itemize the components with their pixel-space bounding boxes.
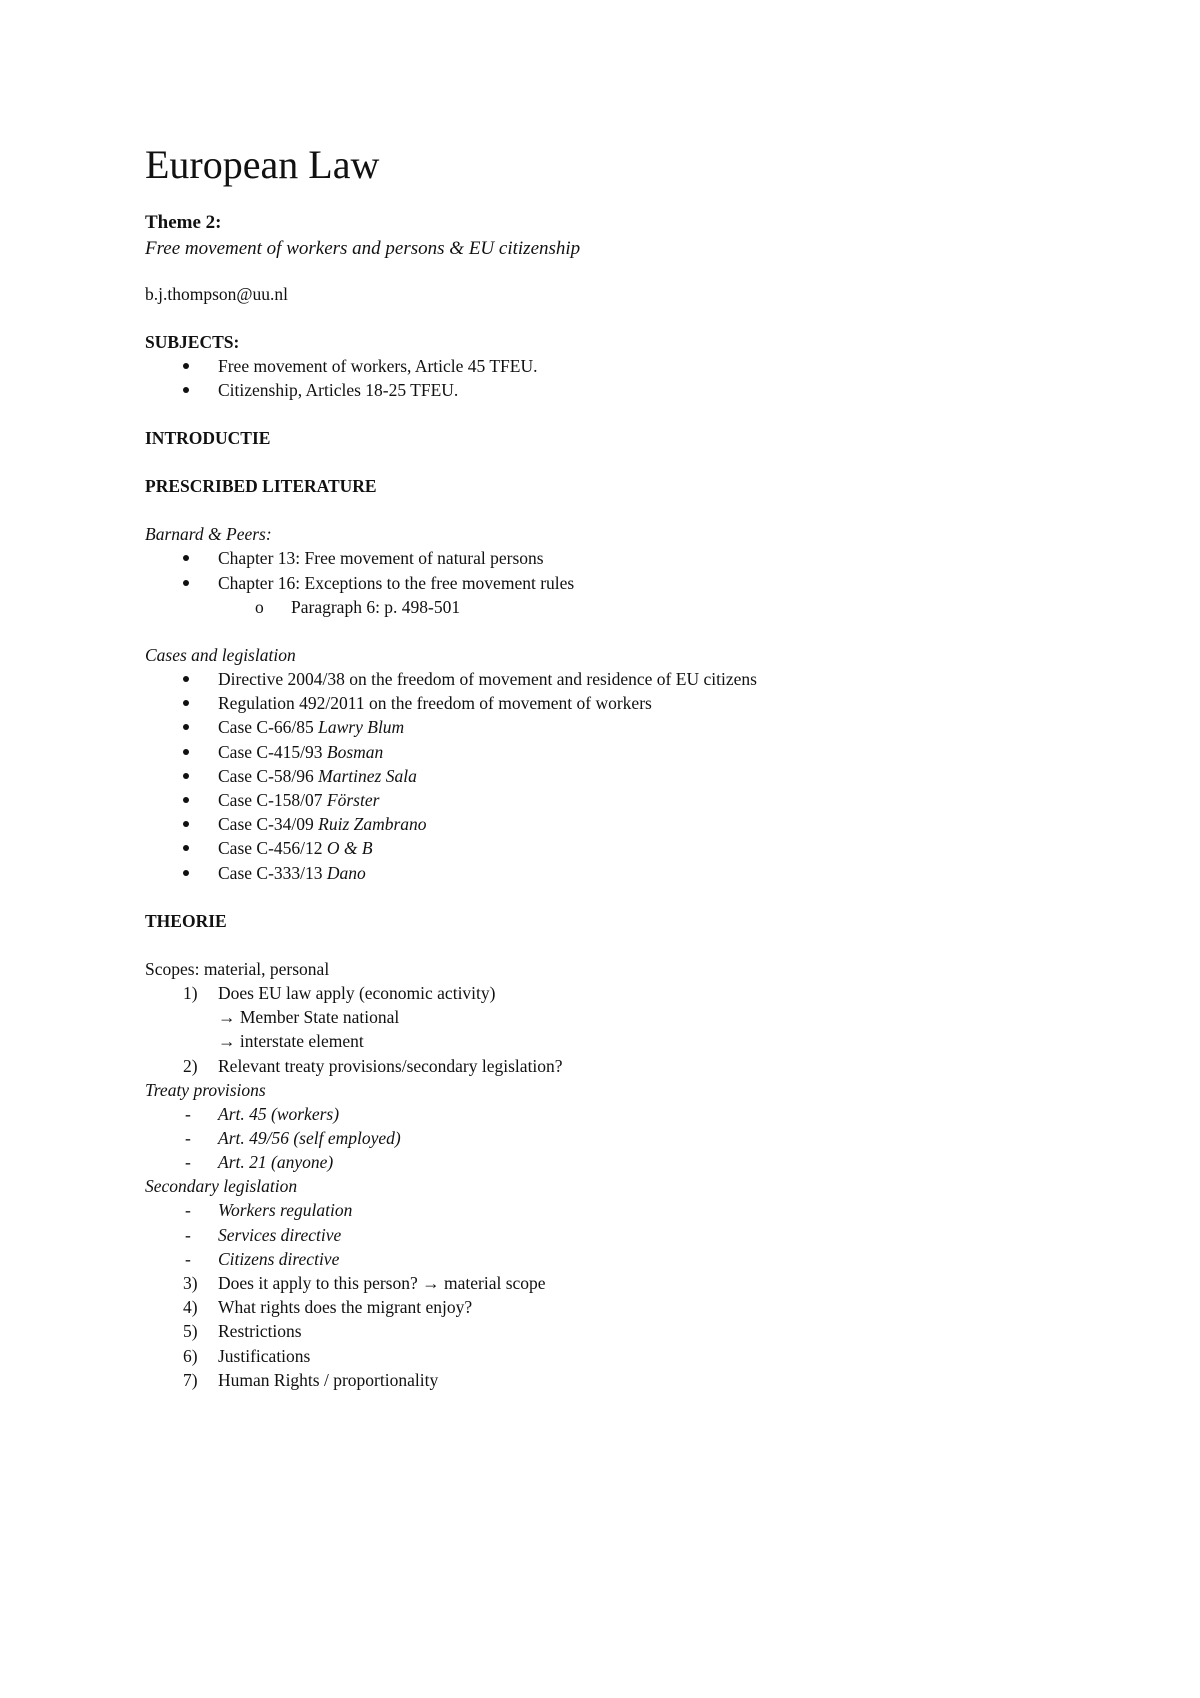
list-item xyxy=(145,764,1105,788)
cases-label: Cases and legislation xyxy=(145,645,296,666)
list-item: Free movement of workers, Article 45 TFEU. xyxy=(145,354,1105,378)
case-name: Dano xyxy=(326,862,366,883)
list-item: Chapter 13: Free movement of natural persons xyxy=(145,546,1105,570)
case-text: Case C-456/12 xyxy=(218,838,327,859)
case-text: Regulation 492/2011 on the freedom of movement of workers xyxy=(218,693,652,714)
list-item xyxy=(145,1295,1105,1319)
literature-heading: PRESCRIBED LITERATURE xyxy=(145,476,377,497)
book-label: Barnard & Peers: xyxy=(145,524,272,545)
book-sub-list xyxy=(145,595,1105,619)
arrow-text: Member State national xyxy=(239,1007,400,1028)
steps-list-a xyxy=(145,981,1105,1005)
document-title: European Law xyxy=(145,142,380,187)
introductie-heading: INTRODUCTIE xyxy=(145,428,271,449)
case-text: Directive 2004/38 on the freedom of movement and residence of EU citizens xyxy=(218,669,757,690)
list-item: o Paragraph 6: p. 498-501 xyxy=(145,595,1105,619)
list-item: Citizenship, Articles 18-25 TFEU. xyxy=(145,378,1105,402)
list-item: - Workers regulation xyxy=(145,1198,1105,1222)
list-item: - Citizens directive xyxy=(145,1247,1105,1271)
treaty-list xyxy=(145,1102,1105,1175)
step-number: 6) xyxy=(183,1345,198,1366)
step-number: 7) xyxy=(183,1369,198,1390)
case-text: Case C-34/09 xyxy=(218,814,319,835)
theorie-heading: THEORIE xyxy=(145,910,227,931)
arrow-right-icon: → xyxy=(218,1007,236,1028)
secondary-list xyxy=(145,1198,1105,1271)
list-item: - Art. 49/56 (self employed) xyxy=(145,1126,1105,1150)
case-name: Ruiz Zambrano xyxy=(318,814,427,835)
list-item xyxy=(145,1054,1105,1078)
list-item xyxy=(145,1344,1105,1368)
arrow-line xyxy=(145,1005,1105,1029)
document-page xyxy=(145,140,1105,1392)
steps-list-b xyxy=(145,1054,1105,1078)
list-item xyxy=(145,981,1105,1005)
list-item xyxy=(145,715,1105,739)
case-text: Case C-333/13 xyxy=(218,862,327,883)
step-text: Human Rights / proportionality xyxy=(218,1369,439,1390)
steps-list-c xyxy=(145,1271,1105,1392)
step-text: Restrictions xyxy=(218,1321,302,1342)
step-number: 2) xyxy=(183,1055,198,1076)
treaty-label: Treaty provisions xyxy=(145,1079,266,1100)
list-item xyxy=(145,812,1105,836)
case-text: Case C-158/07 xyxy=(218,790,327,811)
list-item xyxy=(145,836,1105,860)
step-number: 3) xyxy=(183,1273,198,1294)
case-name: Lawry Blum xyxy=(318,717,405,738)
case-name: O & B xyxy=(326,838,373,859)
case-text: Case C-66/85 xyxy=(218,717,319,738)
list-item xyxy=(145,667,1105,691)
step-text: Justifications xyxy=(218,1345,311,1366)
list-item: - Services directive xyxy=(145,1223,1105,1247)
list-item: - Art. 45 (workers) xyxy=(145,1102,1105,1126)
step-number: 1) xyxy=(183,983,198,1004)
case-name: Bosman xyxy=(326,741,384,762)
arrow-text: interstate element xyxy=(239,1031,364,1052)
list-item xyxy=(145,861,1105,885)
step-text: Relevant treaty provisions/secondary legislation? xyxy=(218,1055,563,1076)
scopes-line: Scopes: material, personal xyxy=(145,958,330,979)
arrow-right-icon: → xyxy=(218,1031,236,1052)
list-item xyxy=(145,691,1105,715)
subjects-heading: SUBJECTS: xyxy=(145,332,240,352)
theme-label: Theme 2: xyxy=(145,212,222,233)
book-chapter-list xyxy=(145,546,1105,594)
list-item xyxy=(145,1319,1105,1343)
secondary-label: Secondary legislation xyxy=(145,1176,298,1197)
list-item xyxy=(145,788,1105,812)
cases-list xyxy=(145,667,1105,885)
case-text: Case C-415/93 xyxy=(218,741,327,762)
case-name: Förster xyxy=(326,790,380,811)
list-item xyxy=(145,740,1105,764)
list-item: Chapter 16: Exceptions to the free movement rules xyxy=(145,571,1105,595)
step-number: 5) xyxy=(183,1321,198,1342)
list-item xyxy=(145,1368,1105,1392)
theme-subtitle: Free movement of workers and persons & EU citizenship xyxy=(145,238,581,259)
list-item: - Art. 21 (anyone) xyxy=(145,1150,1105,1174)
step-number: 4) xyxy=(183,1297,198,1318)
case-text: Case C-58/96 xyxy=(218,765,319,786)
arrow-line xyxy=(145,1029,1105,1053)
contact-email[interactable]: b.j.thompson@uu.nl xyxy=(145,284,288,304)
case-name: Martinez Sala xyxy=(318,765,417,786)
step-text: Does it apply to this person? → material scope xyxy=(218,1273,546,1294)
subjects-list xyxy=(145,354,1105,402)
step-text: What rights does the migrant enjoy? xyxy=(218,1297,473,1318)
list-item xyxy=(145,1271,1105,1295)
step-text: Does EU law apply (economic activity) xyxy=(218,983,496,1004)
